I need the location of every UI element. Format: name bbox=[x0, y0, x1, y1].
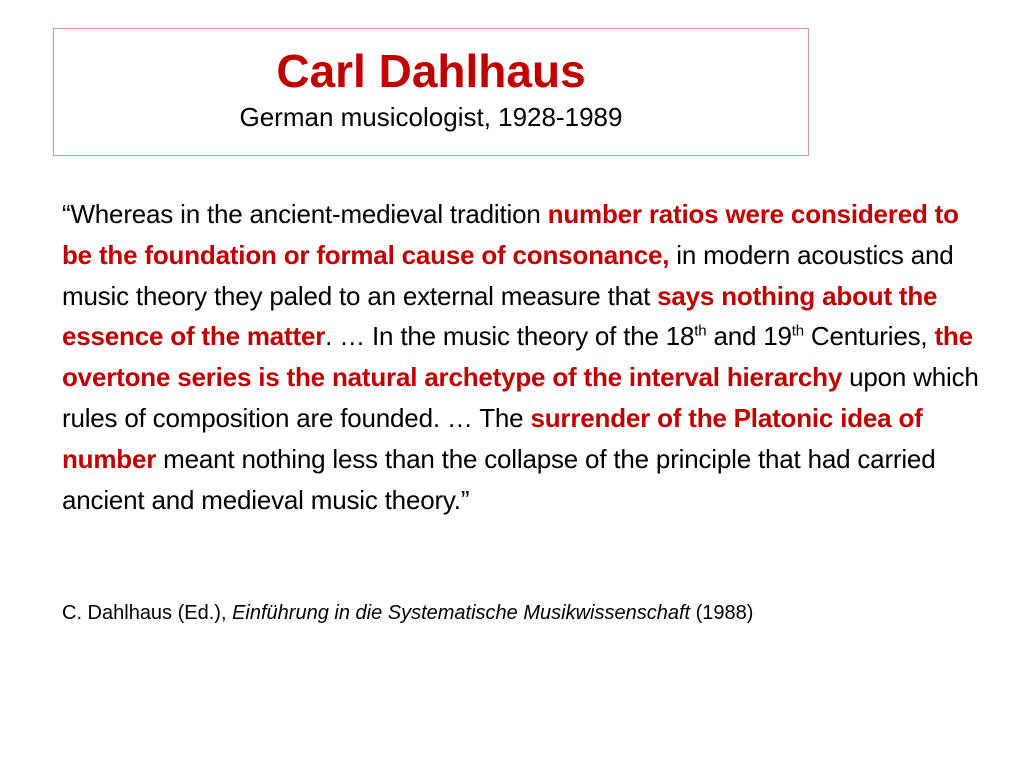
quote-text: . … In the music theory of the 18 bbox=[325, 321, 695, 352]
ordinal-superscript: th bbox=[694, 322, 707, 340]
slide-subtitle: German musicologist, 1928-1989 bbox=[239, 102, 623, 132]
quote-highlight: the overtone series is the natural archetype of the interval hierarchy bbox=[62, 321, 973, 393]
citation bbox=[62, 598, 753, 628]
quote-paragraph bbox=[62, 194, 982, 520]
quote-text: “Whereas in the ancient-medieval tradition bbox=[62, 199, 548, 229]
quote-text: and 19 bbox=[706, 321, 792, 352]
quote-highlight: says nothing about the essence of the matter bbox=[62, 280, 938, 352]
quote-text: upon which rules of composition are founded. … The bbox=[62, 362, 979, 433]
title-box bbox=[53, 28, 809, 156]
quote-highlight: surrender of the Platonic idea of number bbox=[62, 402, 923, 474]
ordinal-superscript: th bbox=[791, 322, 804, 340]
quote-text: in modern acoustics and music theory they paled to an external measure that bbox=[62, 239, 954, 311]
slide-title: Carl Dahlhaus bbox=[276, 45, 586, 97]
citation-book-title: Einführung in die Systematische Musikwissenschaft bbox=[232, 602, 691, 624]
quote-text: Centuries, bbox=[803, 321, 935, 352]
quote-highlight: number ratios were considered to be the foundation or formal cause of consonance, bbox=[62, 199, 959, 270]
quote-text: meant nothing less than the collapse of the principle that had carried ancient and medieval music theory.” bbox=[62, 443, 936, 515]
citation-prefix: C. Dahlhaus (Ed.), bbox=[62, 602, 233, 624]
citation-year: (1988) bbox=[690, 602, 754, 624]
